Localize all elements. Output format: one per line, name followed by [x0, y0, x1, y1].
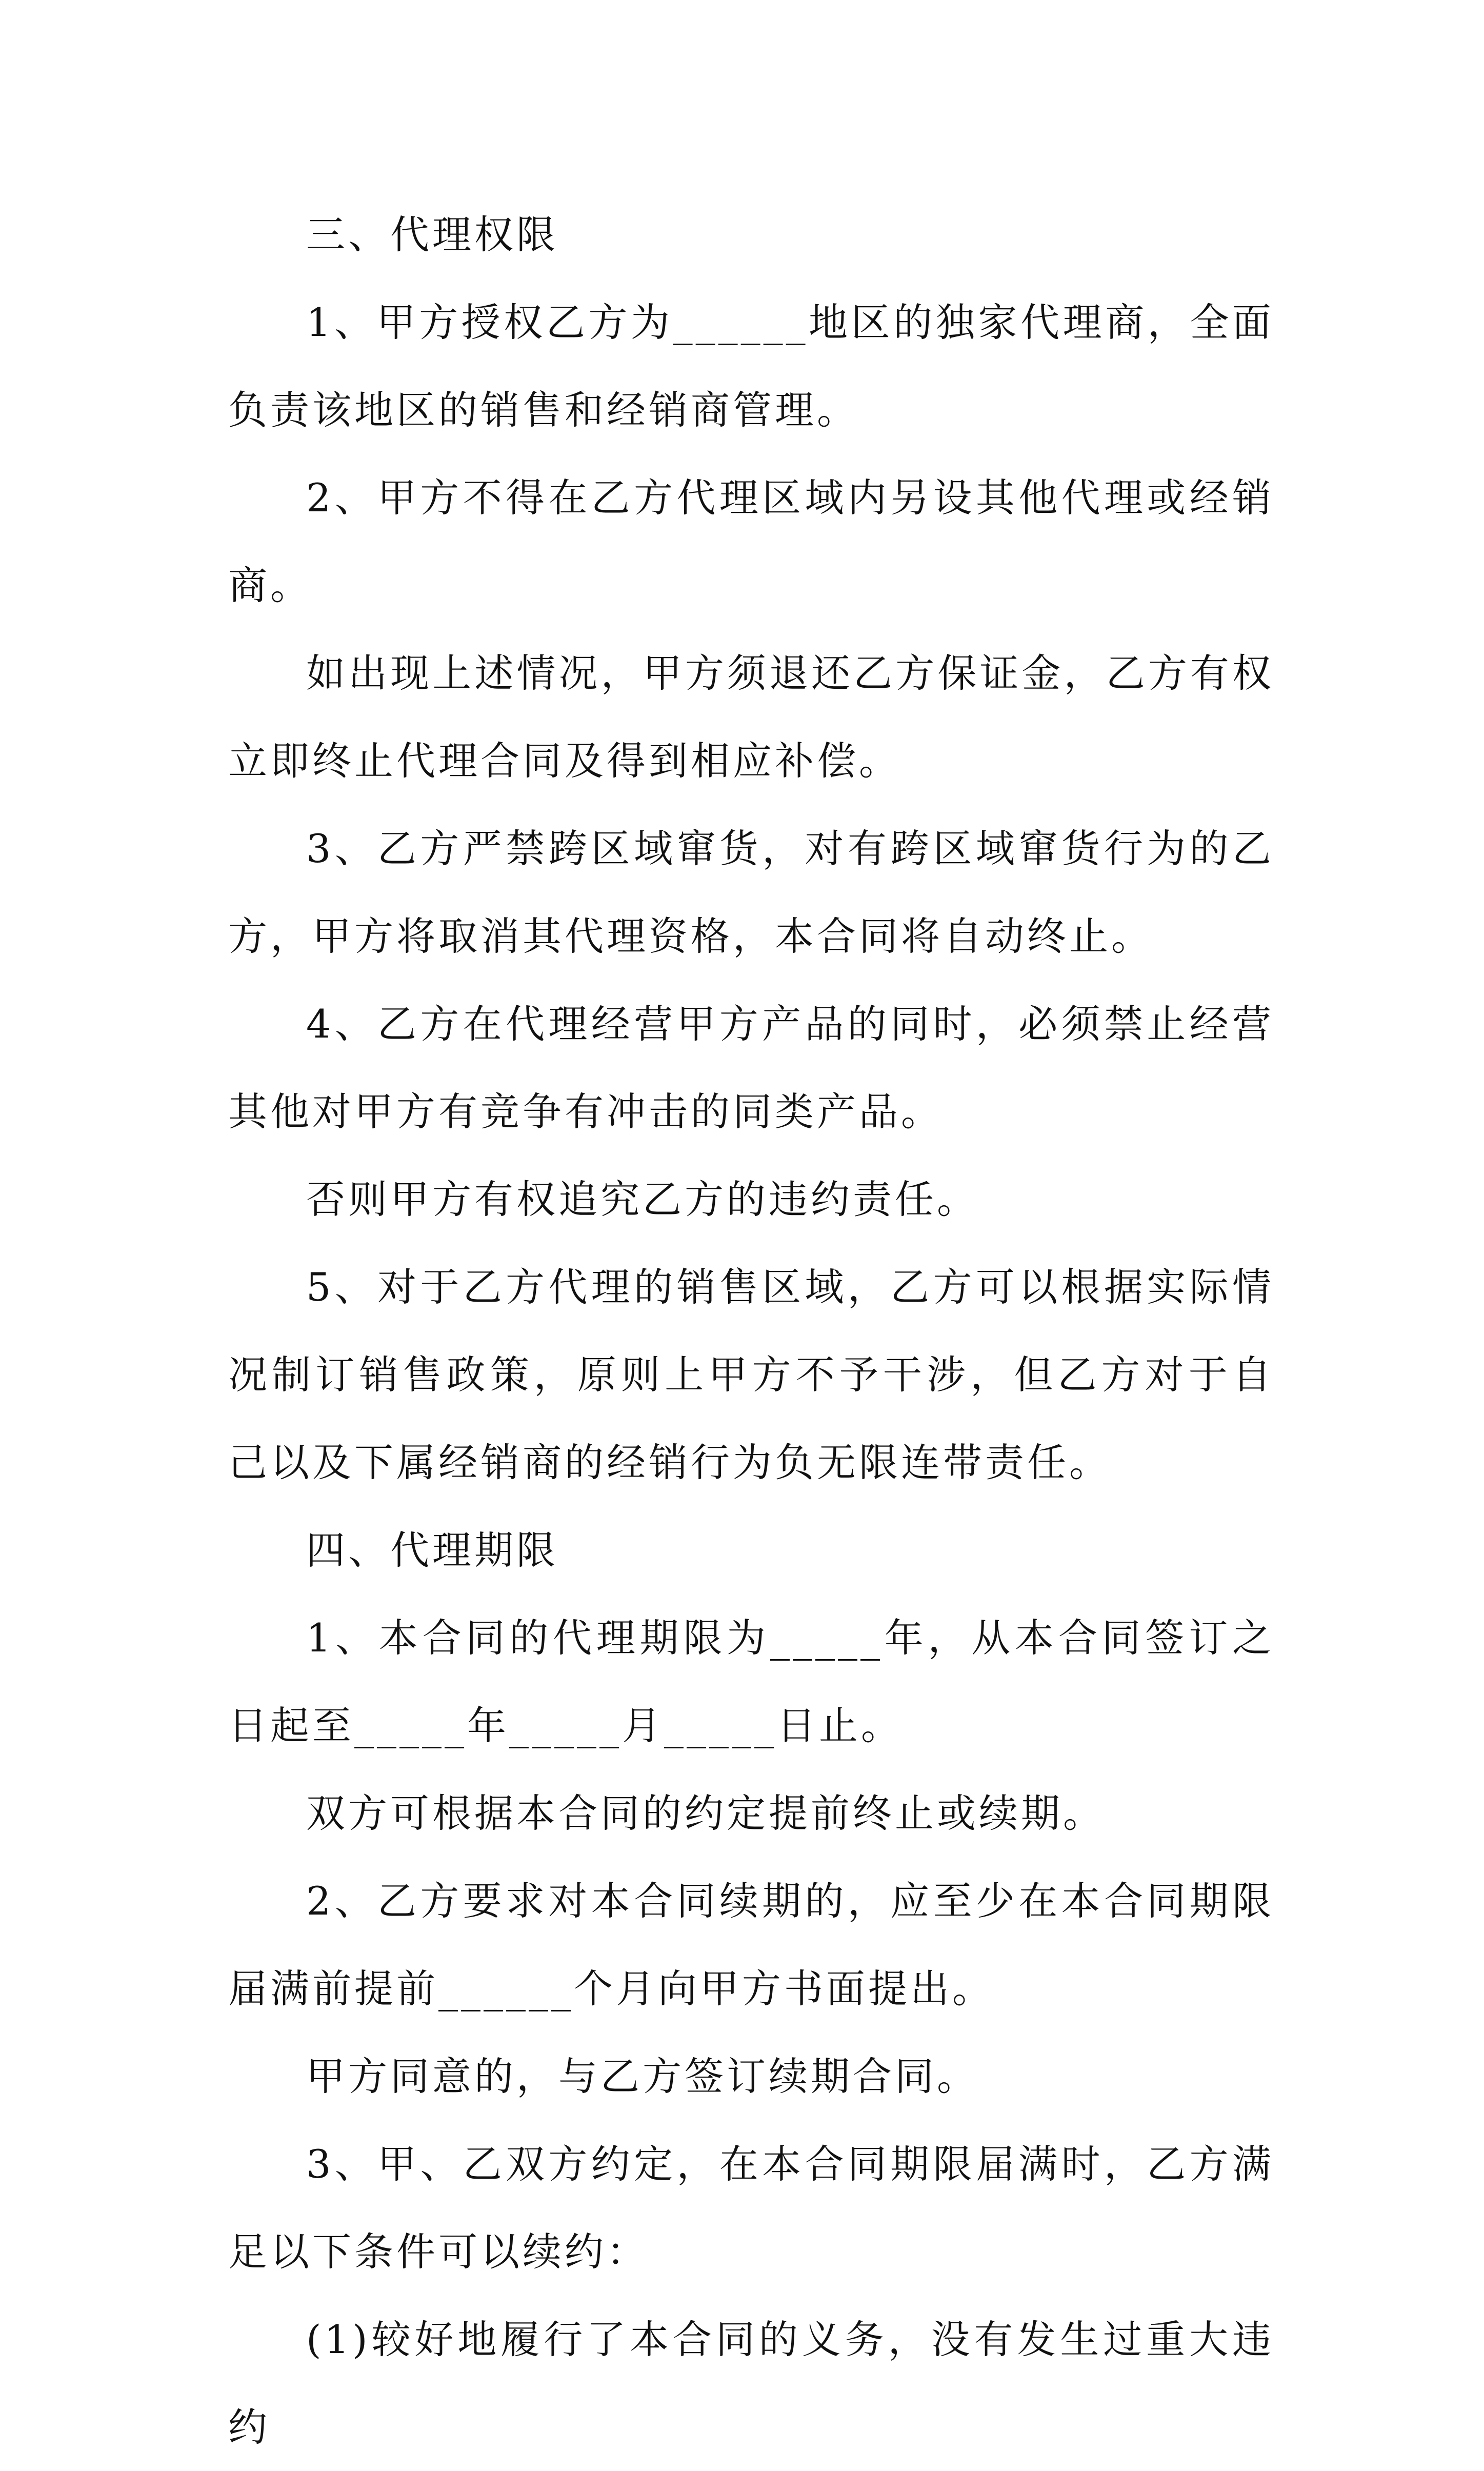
- clause-paragraph: 2、甲方不得在乙方代理区域内另设其他代理或经销商。: [228, 475, 1274, 608]
- clause-paragraph: 1、本合同的代理期限为_____年，从本合同签订之日起至_____年_____月_____日止。: [228, 1615, 1274, 1748]
- clause-paragraph: 2、乙方要求对本合同续期的，应至少在本合同期限届满前提前______个月向甲方书面提出。: [228, 1878, 1274, 2011]
- clause-paragraph: 3、甲、乙双方约定，在本合同期限届满时，乙方满足以下条件可以续约：: [228, 2141, 1274, 2275]
- clause-paragraph: 1、甲方授权乙方为______地区的独家代理商，全面负责该地区的销售和经销商管理。: [228, 300, 1274, 433]
- clause-paragraph: 3、乙方严禁跨区域窜货，对有跨区域窜货行为的乙方，甲方将取消其代理资格，本合同将自动终止。: [228, 826, 1274, 959]
- document-body: [228, 191, 1274, 2471]
- clause-paragraph: 4、乙方在代理经营甲方产品的同时，必须禁止经营其他对甲方有竞争有冲击的同类产品。: [228, 1001, 1274, 1134]
- clause-paragraph: 甲方同意的，与乙方签订续期合同。: [306, 2054, 979, 2099]
- clause-paragraph: 双方可根据本合同的约定提前终止或续期。: [306, 1790, 1105, 1836]
- section-heading-authority: 三、代理权限: [306, 212, 558, 257]
- clause-paragraph: 如出现上述情况，甲方须退还乙方保证金，乙方有权立即终止代理合同及得到相应补偿。: [228, 650, 1274, 784]
- section-heading-term: 四、代理期限: [306, 1527, 558, 1573]
- clause-paragraph: 否则甲方有权追究乙方的违约责任。: [306, 1177, 979, 1222]
- clause-paragraph: (1)较好地履行了本合同的义务，没有发生过重大违约: [228, 2317, 1274, 2450]
- clause-paragraph: 5、对于乙方代理的销售区域，乙方可以根据实际情况制订销售政策，原则上甲方不予干涉，但乙方对于自己以及下属经销商的经销行为负无限连带责任。: [228, 1264, 1274, 1485]
